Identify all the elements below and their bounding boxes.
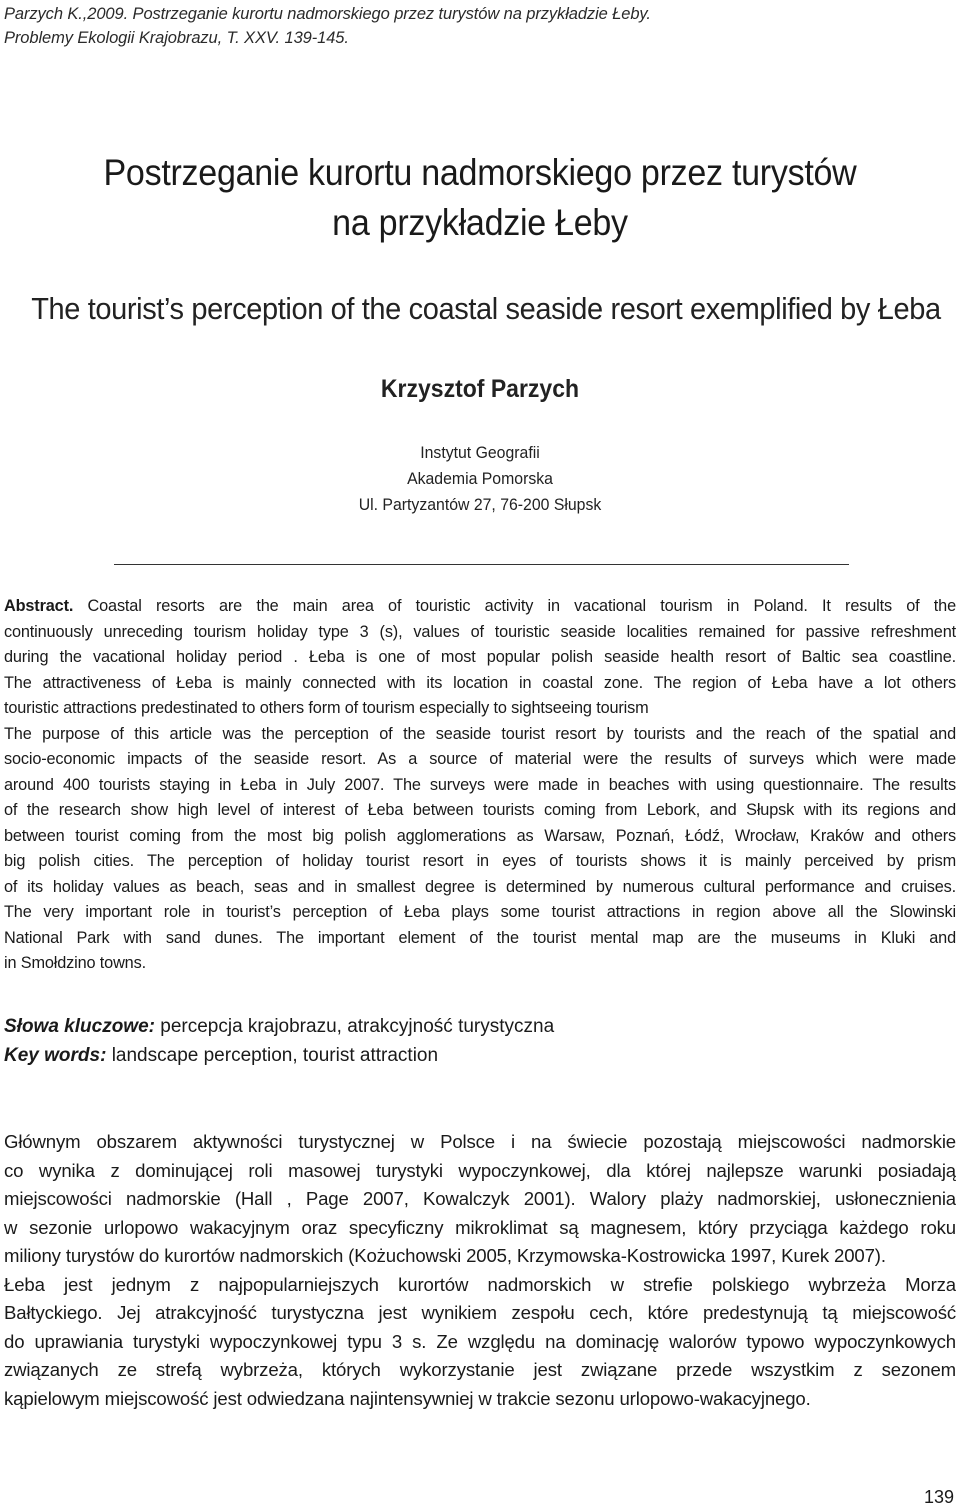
abstract-line: between tourist coming from the most big polish agglomerations as Warsaw, Poznań, Łódź, Wrocław, Kraków and others [4, 826, 956, 845]
body-line: do uprawiania turystyki wypoczynkowej typu 3 s. Ze względu na dominację walorów typowo wypoczynkowych [4, 1330, 956, 1352]
title-polish-line-2: na przykładzie Łeby [332, 202, 628, 243]
separator-line [114, 564, 849, 565]
abstract-line: socio-economic impacts of the seaside resort. As a source of material were the results of surveys which were made [4, 750, 956, 768]
body-line: miejscowości nadmorskie (Hall , Page 2007, Kowalczyk 2001). Walory plaży nadmorskiej, usłonecznienia [4, 1188, 956, 1209]
abstract-line: The attractiveness of Łeba is mainly connected with its location in coastal zone. The region of Łeba have a lot others [4, 673, 956, 692]
affiliation-university: Akademia Pomorska [407, 469, 553, 488]
body-line: związanych ze strefą wybrzeża, których wykorzystanie jest związane przede wszystkim z sezonem [4, 1359, 956, 1380]
abstract-line [4, 594, 956, 620]
body-line: Bałtyckiego. Jej atrakcyjność turystyczna jest wynikiem zespołu cech, które predestynują tą miejscowość [4, 1302, 956, 1323]
body-line: kąpielowym miejscowość jest odwiedzana najintensywniej w trakcie sezonu urlopowo-wakacyjnego. [4, 1387, 811, 1409]
keywords-section [4, 1012, 944, 1070]
keywords-english [4, 1041, 944, 1070]
abstract-label: Abstract. [4, 597, 74, 615]
abstract-line: continuously unreceding tourism holiday type 3 (s), values of touristic seaside localities remained for passive refreshment [4, 622, 956, 641]
abstract-line-text: Coastal resorts are the main area of touristic activity in vacational tourism in Poland. It results of the [73, 597, 956, 615]
abstract-line: in Smołdzino towns. [4, 954, 146, 972]
body-line: co wynika z dominującej roli masowej turystyki wypoczynkowej, dla której najlepsze warunki posiadają [4, 1159, 956, 1181]
affiliation [34, 440, 927, 518]
abstract-line: big polish cities. The perception of holiday tourist resort in eyes of tourists shows it is mainly perceived by prism [4, 852, 956, 870]
abstract-line: The very important role in tourist’s perception of Łeba plays some tourist attractions in region above all the Slowinski [4, 903, 956, 921]
abstract-line: National Park with sand dunes. The important element of the tourist mental map are the museums in Kluki and [4, 928, 956, 947]
citation-line-2: Problemy Ekologii Krajobrazu, T. XXV. 139-145. [4, 29, 349, 47]
keywords-english-value: landscape perception, tourist attraction [106, 1045, 439, 1066]
body-line: w sezonie urlopowo wakacyjnym oraz specyficzny mikroklimat są magnesem, który przyciąga każdego roku [4, 1216, 956, 1238]
title-polish [38, 148, 921, 248]
abstract-line: of its holiday values as beach, seas and in smallest degree is determined by numerous cultural performance and cruises. [4, 877, 956, 896]
abstract-line: touristic attractions predestinated to others form of tourism especially to sightseeing tourism [4, 699, 649, 717]
abstract-line: during the vacational holiday period . Łeba is one of most popular polish seaside health resort of Baltic sea coastline. [4, 648, 956, 666]
body-line: Głównym obszarem aktywności turystycznej w Polsce i na świecie pozostają miejscowości nadmorskie [4, 1131, 956, 1152]
affiliation-institute: Instytut Geografii [420, 443, 540, 462]
author-name: Krzysztof Parzych [380, 375, 580, 403]
affiliation-address: Ul. Partyzantów 27, 76-200 Słupsk [358, 495, 602, 514]
keywords-polish [4, 1012, 944, 1041]
abstract-section [4, 594, 956, 977]
keywords-english-label: Key words: [4, 1045, 107, 1066]
page-number: 139 [923, 1487, 954, 1507]
title-polish-line-1: Postrzeganie kurortu nadmorskiego przez turystów [103, 152, 857, 193]
body-line: Łeba jest jednym z najpopularniejszych kurortów nadmorskich w strefie polskiego wybrzeża Morza [4, 1273, 956, 1295]
abstract-line: of the research show high level of interest of Łeba between tourists coming from Lebork, and Słupsk with its regions and [4, 801, 956, 819]
body-paragraph [4, 1128, 956, 1413]
abstract-line: The purpose of this article was the perception of the seaside tourist resort by tourists and the reach of the spatial and [4, 724, 956, 743]
citation-line-1: Parzych K.,2009. Postrzeganie kurortu nadmorskiego przez turystów na przykładzie Łeby. [4, 5, 651, 23]
abstract-line: around 400 tourists staying in Łeba in July 2007. The surveys were made in beaches with using questionnaire. The results [4, 775, 956, 794]
body-line: miliony turystów do kurortów nadmorskich (Kożuchowski 2005, Krzymowska-Kostrowicka 1997, Kurek 2007). [4, 1245, 886, 1266]
keywords-polish-value: percepcja krajobrazu, atrakcyjność turystyczna [154, 1016, 555, 1037]
citation-header [4, 2, 904, 50]
keywords-polish-label: Słowa kluczowe: [4, 1016, 155, 1037]
title-english: The tourist’s perception of the coastal seaside resort exemplified by Łeba [31, 291, 941, 326]
